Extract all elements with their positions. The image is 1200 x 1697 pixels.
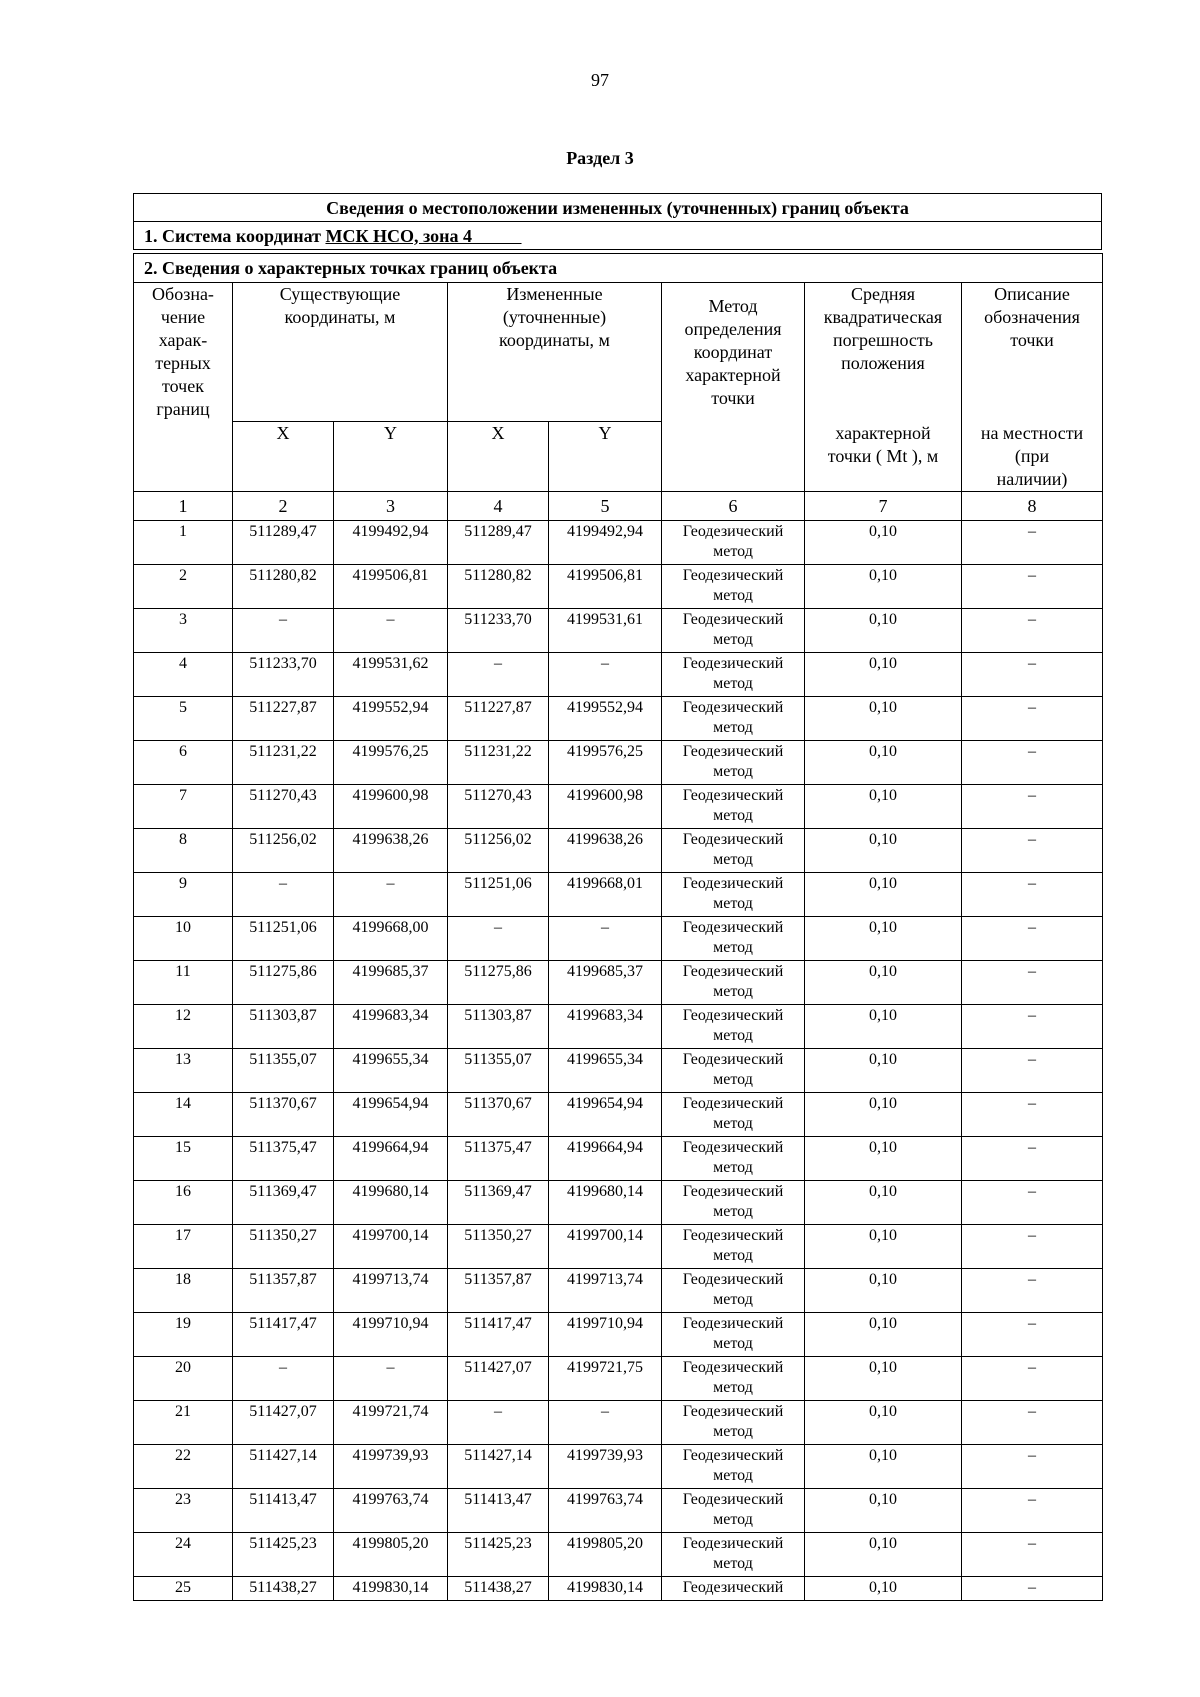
method-cell: Геодезический метод <box>662 697 805 741</box>
changed-y-cell: 4199600,98 <box>549 785 662 829</box>
method-cell: Геодезический метод <box>662 1181 805 1225</box>
existing-x-cell: 511413,47 <box>233 1489 334 1533</box>
section-title: Раздел 3 <box>566 148 634 168</box>
existing-x-cell: 511231,22 <box>233 741 334 785</box>
table-row <box>134 1093 1103 1137</box>
changed-x-cell: 511369,47 <box>448 1181 549 1225</box>
point-id-cell: 2 <box>134 565 233 609</box>
changed-x-cell: 511270,43 <box>448 785 549 829</box>
changed-y-cell: 4199739,93 <box>549 1445 662 1489</box>
error-cell: 0,10 <box>805 917 962 961</box>
table-row <box>134 741 1103 785</box>
changed-y-cell: 4199680,14 <box>549 1181 662 1225</box>
coord-system-label: 1. Система координат <box>144 225 326 246</box>
changed-x-cell: 511289,47 <box>448 521 549 565</box>
description-cell: – <box>962 1049 1103 1093</box>
table-row <box>134 1533 1103 1577</box>
method-cell: Геодезический метод <box>662 1357 805 1401</box>
changed-x-cell: – <box>448 1401 549 1445</box>
col-header-error-bottom: характерной точки ( Mt ), м <box>805 422 962 492</box>
col-header-desc-top: Описание обозначения точки <box>962 283 1103 422</box>
col-header-point-id: Обозна- чение харак- терных точек границ <box>134 283 233 492</box>
description-cell: – <box>962 961 1103 1005</box>
point-id-cell: 21 <box>134 1401 233 1445</box>
existing-x-cell: 511289,47 <box>233 521 334 565</box>
error-cell: 0,10 <box>805 1005 962 1049</box>
method-cell: Геодезический метод <box>662 1533 805 1577</box>
table-row <box>134 1269 1103 1313</box>
existing-y-cell: 4199552,94 <box>334 697 448 741</box>
existing-y-cell: 4199721,74 <box>334 1401 448 1445</box>
table-row <box>134 1137 1103 1181</box>
existing-y-cell: 4199683,34 <box>334 1005 448 1049</box>
error-cell: 0,10 <box>805 785 962 829</box>
description-cell: – <box>962 917 1103 961</box>
point-id-cell: 19 <box>134 1313 233 1357</box>
col-number: 7 <box>805 492 962 521</box>
table-row <box>134 521 1103 565</box>
changed-y-cell: 4199721,75 <box>549 1357 662 1401</box>
coord-system-value: МСК НСО, зона 4 <box>325 225 473 246</box>
existing-x-cell: 511370,67 <box>233 1093 334 1137</box>
method-cell: Геодезический метод <box>662 1093 805 1137</box>
existing-y-cell: 4199700,14 <box>334 1225 448 1269</box>
method-cell: Геодезический метод <box>662 521 805 565</box>
existing-x-cell: 511227,87 <box>233 697 334 741</box>
existing-y-cell: 4199668,00 <box>334 917 448 961</box>
existing-y-cell: 4199655,34 <box>334 1049 448 1093</box>
changed-x-cell: 511251,06 <box>448 873 549 917</box>
existing-y-cell: 4199506,81 <box>334 565 448 609</box>
point-id-cell: 1 <box>134 521 233 565</box>
col-number: 5 <box>549 492 662 521</box>
table-row <box>134 829 1103 873</box>
point-id-cell: 9 <box>134 873 233 917</box>
table-row <box>134 565 1103 609</box>
col-number: 4 <box>448 492 549 521</box>
col-number: 8 <box>962 492 1103 521</box>
existing-x-cell: 511438,27 <box>233 1577 334 1601</box>
changed-x-cell: 511355,07 <box>448 1049 549 1093</box>
point-id-cell: 7 <box>134 785 233 829</box>
point-id-cell: 5 <box>134 697 233 741</box>
table-row <box>134 873 1103 917</box>
table-row <box>134 1489 1103 1533</box>
changed-y-cell: 4199638,26 <box>549 829 662 873</box>
description-cell: – <box>962 653 1103 697</box>
changed-x-cell: 511427,07 <box>448 1357 549 1401</box>
method-cell: Геодезический метод <box>662 609 805 653</box>
method-cell: Геодезический метод <box>662 1049 805 1093</box>
method-cell: Геодезический метод <box>662 1401 805 1445</box>
table-row <box>134 1049 1103 1093</box>
method-cell: Геодезический метод <box>662 1445 805 1489</box>
table-row <box>134 1357 1103 1401</box>
method-cell: Геодезический метод <box>662 917 805 961</box>
method-cell: Геодезический метод <box>662 873 805 917</box>
error-cell: 0,10 <box>805 1049 962 1093</box>
point-id-cell: 3 <box>134 609 233 653</box>
error-cell: 0,10 <box>805 565 962 609</box>
description-cell: – <box>962 1093 1103 1137</box>
col-number: 6 <box>662 492 805 521</box>
point-id-cell: 24 <box>134 1533 233 1577</box>
page-number: 97 <box>591 70 609 90</box>
changed-x-cell: – <box>448 917 549 961</box>
description-cell: – <box>962 829 1103 873</box>
point-id-cell: 22 <box>134 1445 233 1489</box>
error-cell: 0,10 <box>805 1357 962 1401</box>
existing-x-cell: 511355,07 <box>233 1049 334 1093</box>
col-number: 3 <box>334 492 448 521</box>
changed-x-cell: 511350,27 <box>448 1225 549 1269</box>
changed-x-cell: 511417,47 <box>448 1313 549 1357</box>
error-cell: 0,10 <box>805 961 962 1005</box>
method-cell: Геодезический метод <box>662 785 805 829</box>
description-cell: – <box>962 565 1103 609</box>
point-id-cell: 13 <box>134 1049 233 1093</box>
method-cell: Геодезический метод <box>662 1005 805 1049</box>
description-cell: – <box>962 1225 1103 1269</box>
description-cell: – <box>962 741 1103 785</box>
description-cell: – <box>962 1577 1103 1601</box>
changed-x-cell: 511425,23 <box>448 1533 549 1577</box>
point-id-cell: 17 <box>134 1225 233 1269</box>
changed-y-cell: 4199531,61 <box>549 609 662 653</box>
header-table <box>133 193 1102 250</box>
table-row <box>134 653 1103 697</box>
error-cell: 0,10 <box>805 1137 962 1181</box>
col-number: 1 <box>134 492 233 521</box>
table-title: 2. Сведения о характерных точках границ объекта <box>134 254 1103 283</box>
method-cell: Геодезический метод <box>662 741 805 785</box>
existing-y-cell: 4199492,94 <box>334 521 448 565</box>
error-cell: 0,10 <box>805 1489 962 1533</box>
col-number: 2 <box>233 492 334 521</box>
description-cell: – <box>962 1445 1103 1489</box>
existing-x-cell: 511280,82 <box>233 565 334 609</box>
description-cell: – <box>962 1489 1103 1533</box>
changed-x-cell: 511256,02 <box>448 829 549 873</box>
changed-y-cell: 4199713,74 <box>549 1269 662 1313</box>
description-cell: – <box>962 1005 1103 1049</box>
existing-x-cell: – <box>233 873 334 917</box>
table-row <box>134 1181 1103 1225</box>
existing-x-cell: 511375,47 <box>233 1137 334 1181</box>
changed-x-cell: 511303,87 <box>448 1005 549 1049</box>
changed-y-cell: 4199830,14 <box>549 1577 662 1601</box>
description-cell: – <box>962 785 1103 829</box>
existing-y-cell: 4199600,98 <box>334 785 448 829</box>
error-cell: 0,10 <box>805 873 962 917</box>
existing-x-cell: 511425,23 <box>233 1533 334 1577</box>
changed-x-cell: 511370,67 <box>448 1093 549 1137</box>
col-header-changed-coords: Измененные (уточненные) координаты, м <box>448 283 662 422</box>
changed-x-cell: 511413,47 <box>448 1489 549 1533</box>
header-title: Сведения о местоположении измененных (уточненных) границ объекта <box>134 194 1102 222</box>
changed-y-cell: 4199506,81 <box>549 565 662 609</box>
description-cell: – <box>962 1313 1103 1357</box>
method-cell: Геодезический метод <box>662 961 805 1005</box>
changed-x-cell: 511275,86 <box>448 961 549 1005</box>
changed-y-cell: 4199664,94 <box>549 1137 662 1181</box>
method-cell: Геодезический метод <box>662 1137 805 1181</box>
description-cell: – <box>962 1181 1103 1225</box>
description-cell: – <box>962 1269 1103 1313</box>
changed-x-cell: 511227,87 <box>448 697 549 741</box>
changed-y-cell: – <box>549 917 662 961</box>
error-cell: 0,10 <box>805 521 962 565</box>
description-cell: – <box>962 873 1103 917</box>
method-cell: Геодезический метод <box>662 653 805 697</box>
description-cell: – <box>962 1137 1103 1181</box>
method-cell: Геодезический метод <box>662 1313 805 1357</box>
col-header-error-top: Средняя квадратическая погрешность положения <box>805 283 962 422</box>
col-header-changed-y: Y <box>549 422 662 492</box>
changed-x-cell: 511357,87 <box>448 1269 549 1313</box>
existing-y-cell: 4199739,93 <box>334 1445 448 1489</box>
changed-y-cell: 4199576,25 <box>549 741 662 785</box>
description-cell: – <box>962 609 1103 653</box>
description-cell: – <box>962 1357 1103 1401</box>
existing-x-cell: – <box>233 609 334 653</box>
col-header-method: Метод определения координат характерной точки <box>662 283 805 492</box>
changed-x-cell: 511427,14 <box>448 1445 549 1489</box>
error-cell: 0,10 <box>805 1533 962 1577</box>
existing-y-cell: 4199713,74 <box>334 1269 448 1313</box>
document-frame <box>133 193 1102 1601</box>
point-id-cell: 20 <box>134 1357 233 1401</box>
changed-y-cell: 4199710,94 <box>549 1313 662 1357</box>
existing-y-cell: 4199576,25 <box>334 741 448 785</box>
description-cell: – <box>962 697 1103 741</box>
changed-y-cell: 4199683,34 <box>549 1005 662 1049</box>
point-id-cell: 16 <box>134 1181 233 1225</box>
changed-x-cell: 511280,82 <box>448 565 549 609</box>
changed-y-cell: – <box>549 653 662 697</box>
existing-y-cell: 4199531,62 <box>334 653 448 697</box>
method-cell: Геодезический метод <box>662 829 805 873</box>
point-id-cell: 11 <box>134 961 233 1005</box>
table-row <box>134 1005 1103 1049</box>
changed-y-cell: 4199805,20 <box>549 1533 662 1577</box>
point-id-cell: 18 <box>134 1269 233 1313</box>
existing-x-cell: 511427,07 <box>233 1401 334 1445</box>
changed-y-cell: 4199700,14 <box>549 1225 662 1269</box>
method-cell: Геодезический метод <box>662 565 805 609</box>
error-cell: 0,10 <box>805 609 962 653</box>
coord-system-line <box>134 222 1102 250</box>
point-id-cell: 10 <box>134 917 233 961</box>
points-table <box>133 253 1103 1601</box>
point-id-cell: 4 <box>134 653 233 697</box>
changed-y-cell: 4199668,01 <box>549 873 662 917</box>
description-cell: – <box>962 1533 1103 1577</box>
changed-y-cell: – <box>549 1401 662 1445</box>
method-cell: Геодезический <box>662 1577 805 1601</box>
error-cell: 0,10 <box>805 1313 962 1357</box>
existing-x-cell: 511417,47 <box>233 1313 334 1357</box>
method-cell: Геодезический метод <box>662 1269 805 1313</box>
description-cell: – <box>962 521 1103 565</box>
changed-y-cell: 4199552,94 <box>549 697 662 741</box>
changed-y-cell: 4199654,94 <box>549 1093 662 1137</box>
error-cell: 0,10 <box>805 1269 962 1313</box>
changed-y-cell: 4199655,34 <box>549 1049 662 1093</box>
column-number-row <box>134 492 1103 521</box>
changed-y-cell: 4199492,94 <box>549 521 662 565</box>
method-cell: Геодезический метод <box>662 1489 805 1533</box>
col-header-existing-x: X <box>233 422 334 492</box>
existing-x-cell: 511357,87 <box>233 1269 334 1313</box>
existing-y-cell: 4199680,14 <box>334 1181 448 1225</box>
col-header-desc-bottom: на местности (при наличии) <box>962 422 1103 492</box>
changed-x-cell: – <box>448 653 549 697</box>
existing-x-cell: 511233,70 <box>233 653 334 697</box>
existing-x-cell: 511427,14 <box>233 1445 334 1489</box>
error-cell: 0,10 <box>805 1401 962 1445</box>
existing-x-cell: 511369,47 <box>233 1181 334 1225</box>
changed-x-cell: 511375,47 <box>448 1137 549 1181</box>
error-cell: 0,10 <box>805 1577 962 1601</box>
table-row <box>134 1401 1103 1445</box>
method-cell: Геодезический метод <box>662 1225 805 1269</box>
point-id-cell: 25 <box>134 1577 233 1601</box>
existing-y-cell: – <box>334 609 448 653</box>
existing-y-cell: 4199710,94 <box>334 1313 448 1357</box>
point-id-cell: 23 <box>134 1489 233 1533</box>
point-id-cell: 15 <box>134 1137 233 1181</box>
table-row <box>134 1313 1103 1357</box>
existing-y-cell: 4199763,74 <box>334 1489 448 1533</box>
error-cell: 0,10 <box>805 1181 962 1225</box>
existing-x-cell: 511303,87 <box>233 1005 334 1049</box>
error-cell: 0,10 <box>805 653 962 697</box>
table-row <box>134 1577 1103 1601</box>
existing-x-cell: 511275,86 <box>233 961 334 1005</box>
error-cell: 0,10 <box>805 1093 962 1137</box>
point-id-cell: 8 <box>134 829 233 873</box>
existing-y-cell: 4199830,14 <box>334 1577 448 1601</box>
existing-y-cell: – <box>334 1357 448 1401</box>
point-id-cell: 6 <box>134 741 233 785</box>
existing-y-cell: 4199638,26 <box>334 829 448 873</box>
changed-x-cell: 511233,70 <box>448 609 549 653</box>
changed-y-cell: 4199685,37 <box>549 961 662 1005</box>
point-id-cell: 12 <box>134 1005 233 1049</box>
existing-x-cell: 511256,02 <box>233 829 334 873</box>
existing-y-cell: – <box>334 873 448 917</box>
existing-x-cell: 511350,27 <box>233 1225 334 1269</box>
existing-x-cell: 511270,43 <box>233 785 334 829</box>
table-row <box>134 785 1103 829</box>
table-row <box>134 697 1103 741</box>
error-cell: 0,10 <box>805 1445 962 1489</box>
existing-x-cell: 511251,06 <box>233 917 334 961</box>
error-cell: 0,10 <box>805 697 962 741</box>
existing-y-cell: 4199685,37 <box>334 961 448 1005</box>
changed-x-cell: 511231,22 <box>448 741 549 785</box>
existing-y-cell: 4199805,20 <box>334 1533 448 1577</box>
col-header-changed-x: X <box>448 422 549 492</box>
col-header-existing-coords: Существующие координаты, м <box>233 283 448 422</box>
error-cell: 0,10 <box>805 829 962 873</box>
table-row <box>134 609 1103 653</box>
point-id-cell: 14 <box>134 1093 233 1137</box>
error-cell: 0,10 <box>805 741 962 785</box>
col-header-existing-y: Y <box>334 422 448 492</box>
description-cell: – <box>962 1401 1103 1445</box>
table-row <box>134 961 1103 1005</box>
changed-x-cell: 511438,27 <box>448 1577 549 1601</box>
table-row <box>134 1225 1103 1269</box>
changed-y-cell: 4199763,74 <box>549 1489 662 1533</box>
table-row <box>134 1445 1103 1489</box>
existing-y-cell: 4199664,94 <box>334 1137 448 1181</box>
points-table-body <box>134 521 1103 1601</box>
error-cell: 0,10 <box>805 1225 962 1269</box>
existing-y-cell: 4199654,94 <box>334 1093 448 1137</box>
existing-x-cell: – <box>233 1357 334 1401</box>
table-row <box>134 917 1103 961</box>
